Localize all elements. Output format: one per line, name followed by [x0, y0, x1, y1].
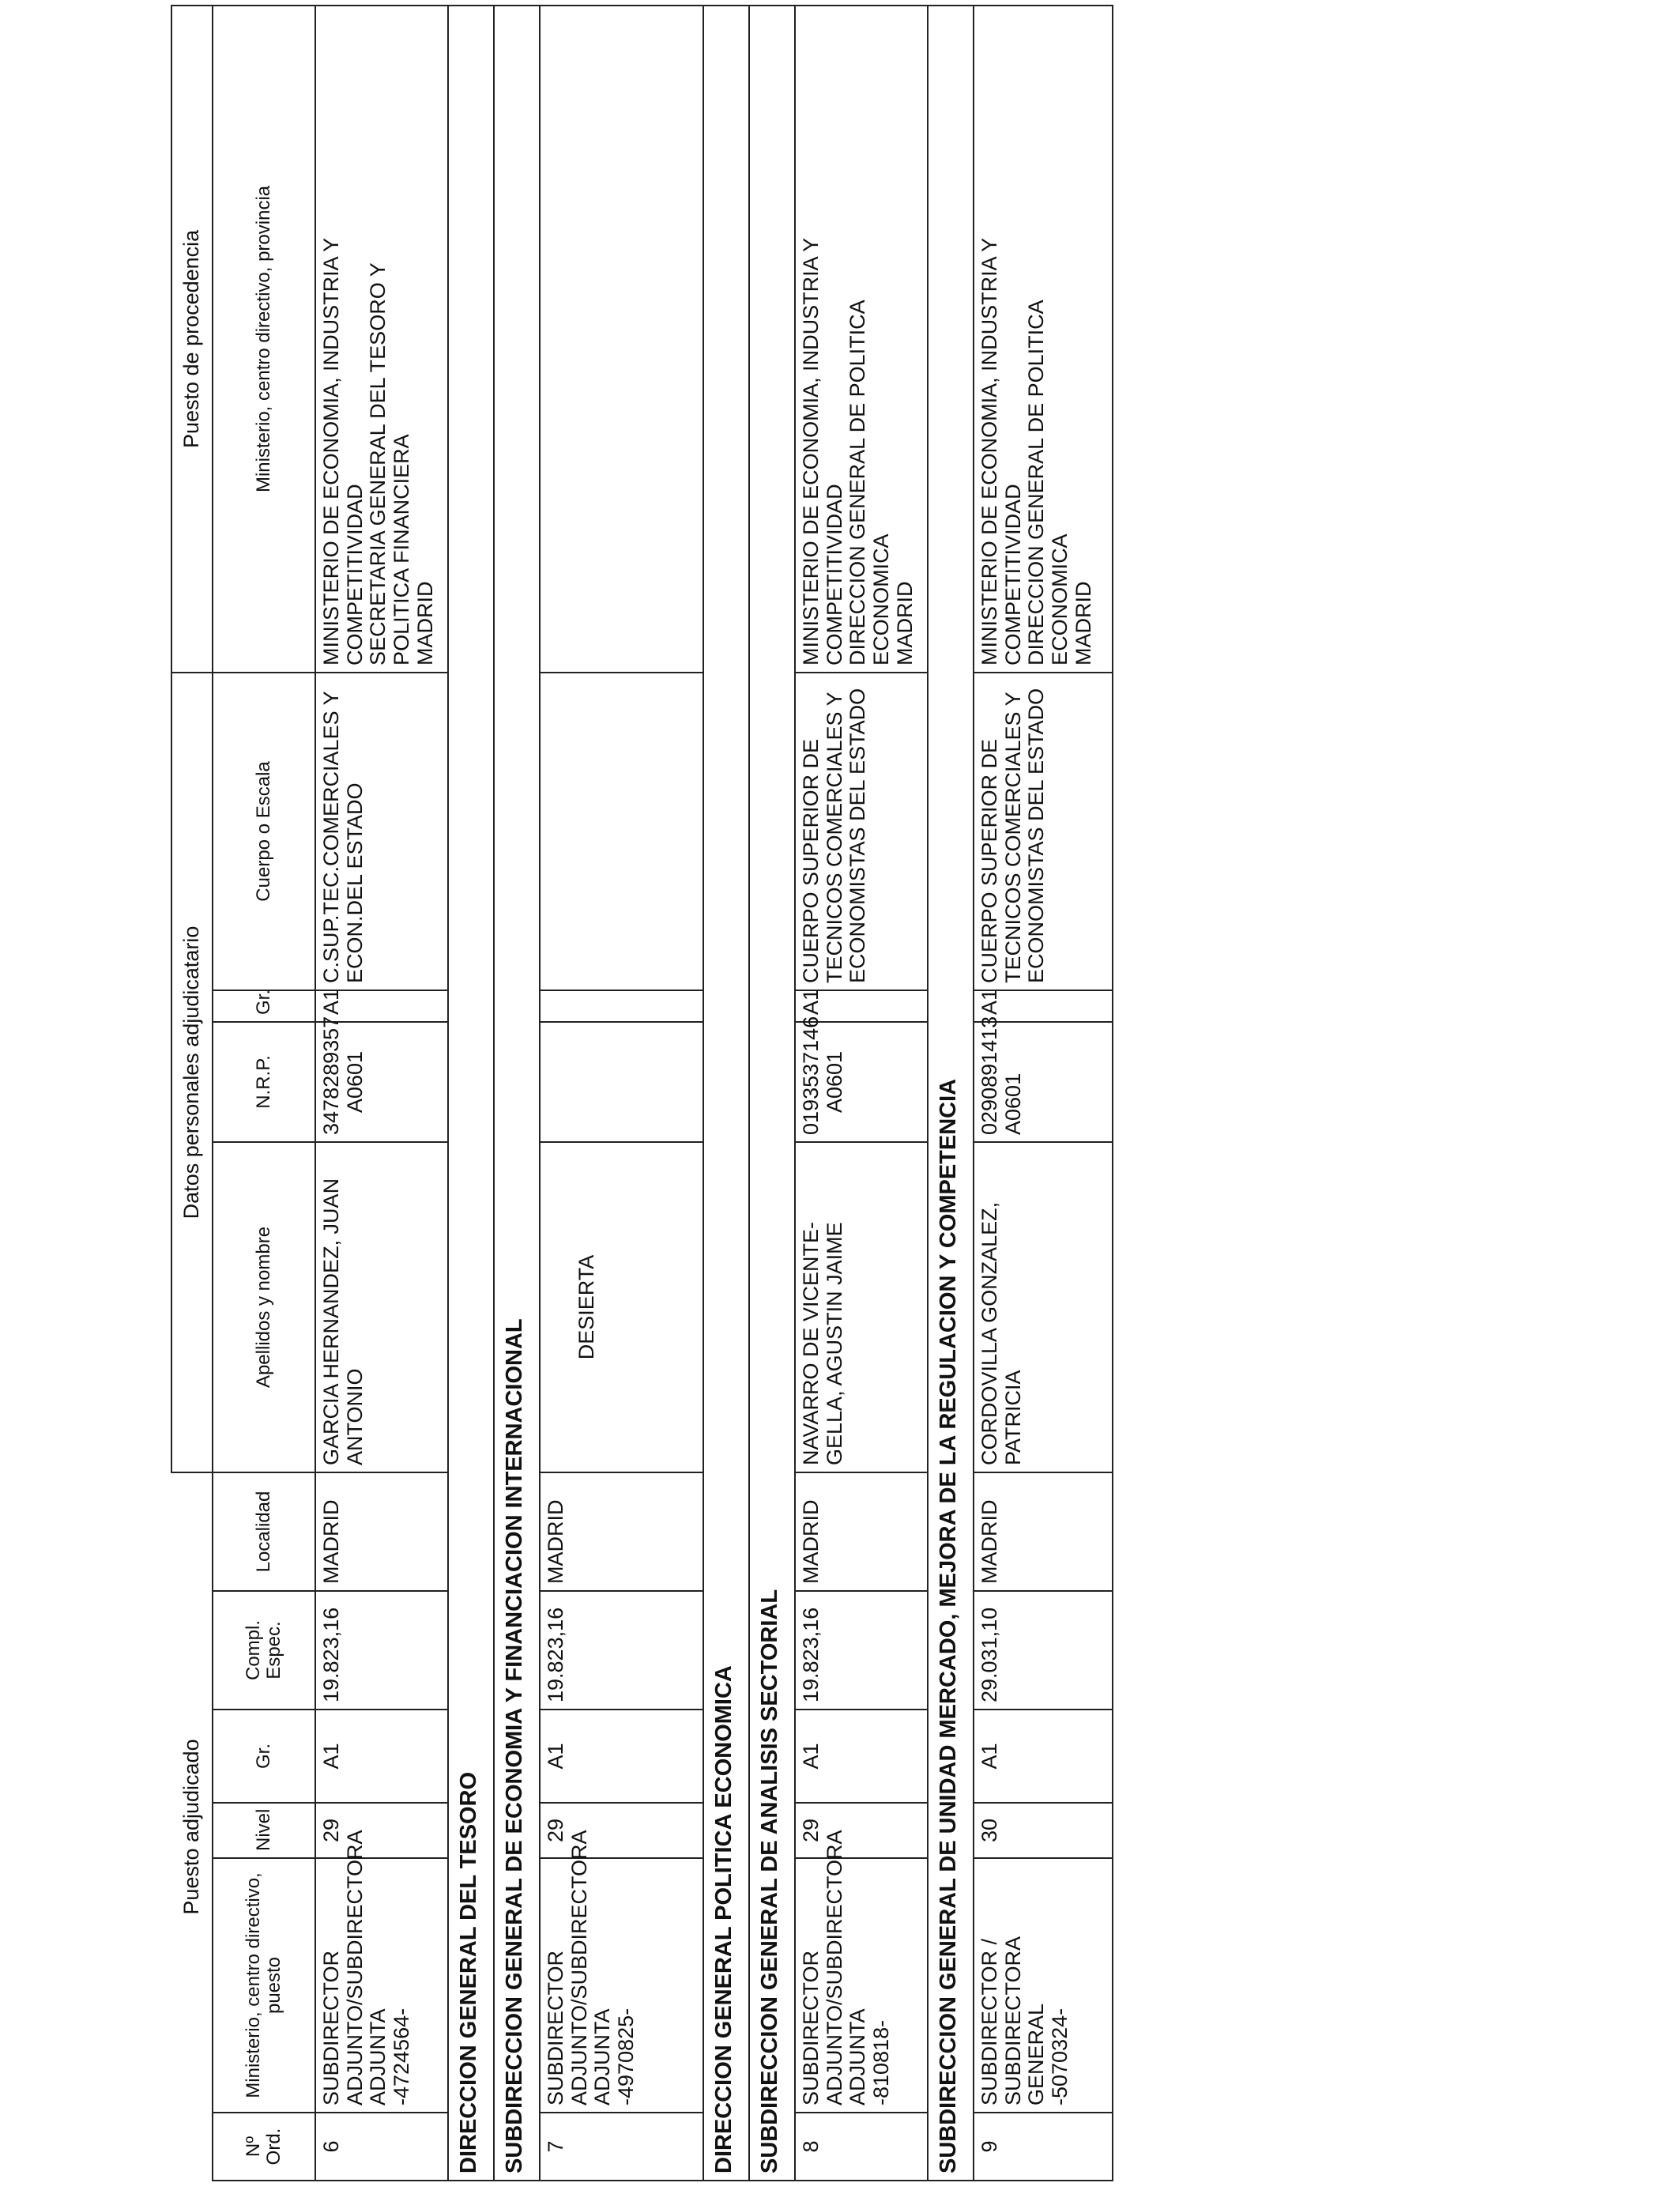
document-page [171, 6, 1100, 2181]
puesto-line: ADJUNTO/SUBDIRECTORA [567, 1830, 591, 2105]
section-row [928, 6, 974, 2181]
puesto-line: -810818- [869, 2019, 894, 2105]
gr-cell: A1 [540, 1710, 703, 1803]
puesto-line: -4970825- [614, 2007, 638, 2105]
col-nrp: N.R.P. [213, 1022, 315, 1142]
compl-cell: 19.823,16 [540, 1591, 703, 1710]
table-row [795, 6, 928, 2181]
puesto-line: SUBDIRECTOR [319, 1950, 343, 2105]
group-datos-personales: Datos personales adjudicatario [171, 673, 213, 1472]
col-ministerio-puesto: Ministerio, centro directivo, puesto [213, 1858, 315, 2113]
gr2-cell [540, 990, 703, 1022]
nrp-cell [795, 1016, 928, 1142]
col-compl-espec: Compl. Espec. [213, 1591, 315, 1710]
puesto-line: ADJUNTO/SUBDIRECTORA [342, 1830, 367, 2105]
table-row [540, 6, 703, 2181]
procedencia-line: SECRETARIA GENERAL DEL TESORO Y [366, 262, 390, 665]
cuerpo-cell: CUERPO SUPERIOR DE TECNICOS COMERCIALES Y ECONOMISTAS DEL ESTADO [974, 673, 1113, 990]
nrp-line: 0193537146 [799, 1016, 823, 1135]
ord-cell: 7 [540, 2113, 703, 2181]
nivel-cell: 29 [795, 1803, 928, 1858]
nivel-cell: 29 [540, 1803, 703, 1858]
procedencia-line: DIRECCION GENERAL DE POLITICA [1024, 300, 1049, 665]
section-row [448, 6, 494, 2181]
puesto-line: -5070324- [1048, 2007, 1072, 2105]
section-row [494, 6, 540, 2181]
gr2-cell: A1 [974, 990, 1113, 1022]
ord-cell: 8 [795, 2113, 928, 2181]
group-header-row [171, 6, 213, 2181]
compl-cell: 19.823,16 [795, 1591, 928, 1710]
procedencia-line: MINISTERIO DE ECONOMIA, INDUSTRIA Y [799, 237, 823, 665]
gr-cell: A1 [795, 1710, 928, 1803]
col-localidad: Localidad [213, 1472, 315, 1591]
nrp-cell [974, 1016, 1113, 1142]
nrp-line: A0601 [1000, 1072, 1025, 1135]
gr2-cell: A1 [795, 990, 928, 1022]
procedencia-cell [540, 6, 703, 673]
nombre-cell: GARCIA HERNANDEZ, JUAN ANTONIO [315, 1142, 448, 1472]
col-cuerpo: Cuerpo o Escala [213, 673, 315, 990]
nrp-line: A0601 [822, 1050, 846, 1114]
puesto-line: SUBDIRECTOR [544, 1950, 567, 2105]
nombre-cell: CORDOVILLA GONZALEZ, PATRICIA [974, 1142, 1113, 1472]
gr-cell: A1 [974, 1710, 1113, 1803]
procedencia-line: DIRECCION GENERAL DE POLITICA [846, 300, 870, 665]
cuerpo-cell: CUERPO SUPERIOR DE TECNICOS COMERCIALES Y ECONOMISTAS DEL ESTADO [795, 673, 928, 990]
procedencia-line: POLITICA FINANCIERA [390, 434, 414, 665]
procedencia-cell [315, 6, 448, 673]
procedencia-line: COMPETITIVIDAD [822, 484, 846, 665]
procedencia-line: MADRID [1071, 581, 1095, 665]
gr-cell: A1 [315, 1710, 448, 1803]
col-procedencia: Ministerio, centro directivo, provincia [213, 6, 315, 673]
ord-cell: 6 [315, 2113, 448, 2181]
localidad-cell: MADRID [540, 1472, 703, 1591]
section-row [749, 6, 795, 2181]
adjudication-table [171, 5, 1113, 2181]
localidad-cell: MADRID [315, 1472, 448, 1591]
nrp-cell [315, 1016, 448, 1142]
nrp-line: 3478289357 [319, 1016, 343, 1135]
nombre-cell: DESIERTA [540, 1142, 703, 1472]
puesto-line: SUBDIRECTOR / [977, 1938, 1001, 2105]
col-nivel: Nivel [213, 1803, 315, 1858]
procedencia-line: MADRID [892, 581, 917, 665]
section-row [703, 6, 749, 2181]
compl-cell: 19.823,16 [315, 1591, 448, 1710]
section-heading: SUBDIRECCION GENERAL DE ECONOMIA Y FINANCIACION INTERNACIONAL [494, 6, 540, 2181]
procedencia-line: COMPETITIVIDAD [1000, 484, 1025, 665]
group-puesto-adjudicado: Puesto adjudicado [171, 1472, 213, 2181]
col-gr: Gr. [213, 1710, 315, 1803]
nrp-line: 0290891413 [977, 1016, 1001, 1135]
col-apellidos: Apellidos y nombre [213, 1142, 315, 1472]
puesto-line: ADJUNTA [366, 2008, 390, 2105]
col-n-ord: Nº Ord. [213, 2113, 315, 2181]
nombre-cell: NAVARRO DE VICENTE-GELLA, AGUSTIN JAIME [795, 1142, 928, 1472]
procedencia-cell [795, 6, 928, 673]
procedencia-line: MINISTERIO DE ECONOMIA, INDUSTRIA Y [977, 237, 1001, 665]
procedencia-line: ECONOMICA [869, 533, 894, 665]
compl-cell: 29.031,10 [974, 1591, 1113, 1710]
procedencia-line: MADRID [412, 581, 437, 665]
puesto-line: SUBDIRECTOR [799, 1950, 823, 2105]
column-header-row [213, 6, 315, 2181]
table-row [974, 6, 1113, 2181]
cuerpo-cell: C.SUP.TEC.COMERCIALES Y ECON.DEL ESTADO [315, 673, 448, 990]
puesto-line: ADJUNTA [590, 2008, 615, 2105]
cuerpo-cell [540, 673, 703, 990]
section-heading: DIRECCION GENERAL DEL TESORO [448, 6, 494, 2181]
puesto-line: SUBDIRECTORA GENERAL [1000, 1937, 1049, 2105]
col-gr2: Gr. [213, 990, 315, 1022]
nivel-cell: 30 [974, 1803, 1113, 1858]
group-puesto-procedencia: Puesto de procedencia [171, 6, 213, 673]
section-heading: DIRECCION GENERAL POLITICA ECONOMICA [703, 6, 749, 2181]
ord-cell: 9 [974, 2113, 1113, 2181]
nrp-cell [540, 1022, 703, 1142]
procedencia-line: ECONOMICA [1048, 533, 1072, 665]
puesto-cell [974, 1858, 1113, 2113]
procedencia-cell [974, 6, 1113, 673]
puesto-line: ADJUNTO/SUBDIRECTORA [822, 1830, 846, 2105]
nrp-line: A0601 [342, 1050, 367, 1114]
puesto-line: -4724564- [390, 2007, 414, 2105]
gr2-cell: A1 [315, 990, 448, 1022]
localidad-cell: MADRID [795, 1472, 928, 1591]
section-heading: SUBDIRECCION GENERAL DE UNIDAD MERCADO, MEJORA DE LA REGULACION Y COMPETENCIA [928, 6, 974, 2181]
localidad-cell: MADRID [974, 1472, 1113, 1591]
table-row [315, 6, 448, 2181]
puesto-line: ADJUNTA [846, 2008, 870, 2105]
section-heading: SUBDIRECCION GENERAL DE ANALISIS SECTORIAL [749, 6, 795, 2181]
nivel-cell: 29 [315, 1803, 448, 1858]
procedencia-line: MINISTERIO DE ECONOMIA, INDUSTRIA Y [319, 237, 343, 665]
procedencia-line: COMPETITIVIDAD [342, 484, 367, 665]
